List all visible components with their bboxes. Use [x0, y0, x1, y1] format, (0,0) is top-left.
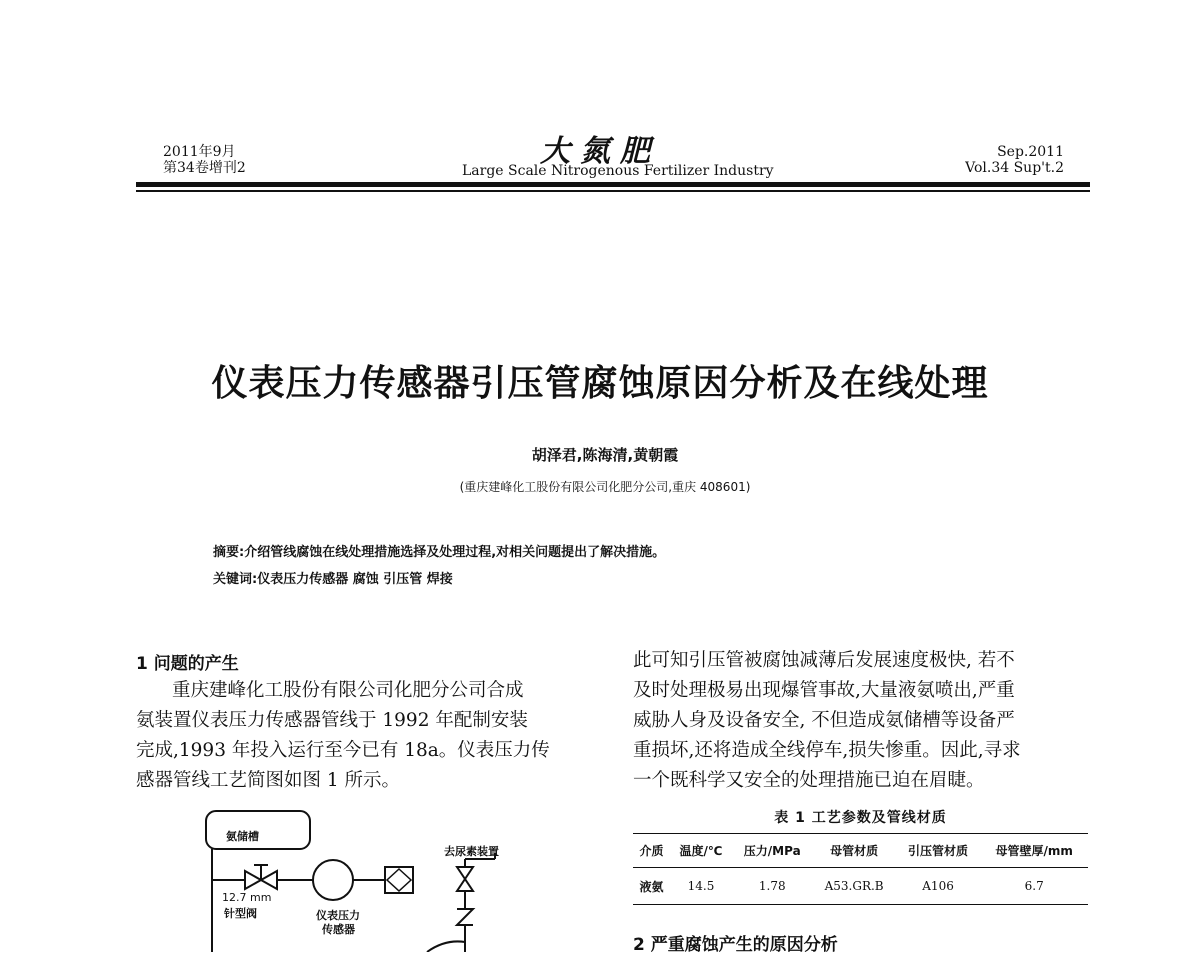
article-title: 仪表压力传感器引压管腐蚀原因分析及在线处理 [211, 363, 989, 404]
table-header-cell: 母管壁厚/mm [980, 834, 1088, 868]
article-keywords: 关键词:仪表压力传感器 腐蚀 引压管 焊接 [213, 572, 453, 587]
section-2-heading: 2 严重腐蚀产生的原因分析 [633, 935, 838, 955]
right-column-line: 重损坏,还将造成全线停车,损失惨重。因此,寻求 [633, 740, 1021, 761]
section-1-line: 感器管线工艺简图如图 1 所示。 [136, 770, 401, 791]
article-affiliation: (重庆建峰化工股份有限公司化肥分公司,重庆 408601) [459, 480, 751, 494]
pipe-break-icon [457, 909, 473, 925]
section-1-line: 重庆建峰化工股份有限公司化肥分公司合成 [172, 680, 524, 701]
table-cell: 液氨 [633, 868, 670, 905]
diagram-tank-label: 氨储槽 [226, 830, 259, 843]
table-cell: 1.78 [732, 868, 812, 905]
table-row [633, 868, 1088, 905]
header-rule-thin [136, 190, 1090, 192]
right-column-line: 此可知引压管被腐蚀减薄后发展速度极快, 若不 [633, 650, 1015, 671]
header-volume-cn: 第34卷增刊2 [163, 160, 246, 176]
diagram-valve-label: 针型阀 [224, 907, 257, 920]
table-cell: 14.5 [670, 868, 732, 905]
table-header-row [633, 834, 1088, 868]
article-authors: 胡泽君,陈海清,黄朝霞 [531, 446, 679, 464]
needle-valve-icon [245, 871, 261, 889]
header-date-cn: 2011年9月 [163, 144, 236, 160]
table-1-caption: 表 1 工艺参数及管线材质 [774, 810, 947, 826]
pressure-sensor-icon [313, 860, 353, 900]
table-header-cell: 温度/℃ [670, 834, 732, 868]
journal-english-name: Large Scale Nitrogenous Fertilizer Industry [462, 163, 774, 179]
table-cell: A106 [896, 868, 981, 905]
section-1-line: 完成,1993 年投入运行至今已有 18a。仪表压力传 [136, 740, 550, 761]
section-1-heading: 1 问题的产生 [136, 654, 239, 674]
diagram-sensor-label: 仪表压力 [316, 909, 360, 922]
right-column-line: 及时处理极易出现爆管事故,大量液氨喷出,严重 [633, 680, 1015, 701]
article-abstract: 摘要:介绍管线腐蚀在线处理措施选择及处理过程,对相关问题提出了解决措施。 [213, 545, 666, 560]
table-header-cell: 引压管材质 [896, 834, 981, 868]
header-date-en: Sep.2011 [997, 144, 1064, 160]
diagram-outlet-label: 去尿素装置 [444, 845, 499, 858]
transmitter-box-icon [385, 867, 413, 893]
journal-logo: 大氮肥 [540, 134, 660, 169]
header-volume-en: Vol.34 Sup't.2 [965, 160, 1064, 176]
table-header-cell: 母管材质 [813, 834, 896, 868]
header-rule-thick [136, 182, 1090, 187]
section-1-line: 氨装置仪表压力传感器管线于 1992 年配制安装 [136, 710, 528, 731]
table-1 [633, 833, 1088, 905]
right-column-line: 威胁人身及设备安全, 不但造成氨储槽等设备严 [633, 710, 1015, 731]
table-cell: A53.GR.B [813, 868, 896, 905]
right-column-line: 一个既科学又安全的处理措施已迫在眉睫。 [633, 770, 985, 791]
diagram-sensor-label: 传感器 [322, 923, 355, 936]
table-header-cell: 介质 [633, 834, 670, 868]
diagram-valve-size: 12.7 mm [222, 891, 272, 904]
table-header-cell: 压力/MPa [732, 834, 812, 868]
table-cell: 6.7 [980, 868, 1088, 905]
